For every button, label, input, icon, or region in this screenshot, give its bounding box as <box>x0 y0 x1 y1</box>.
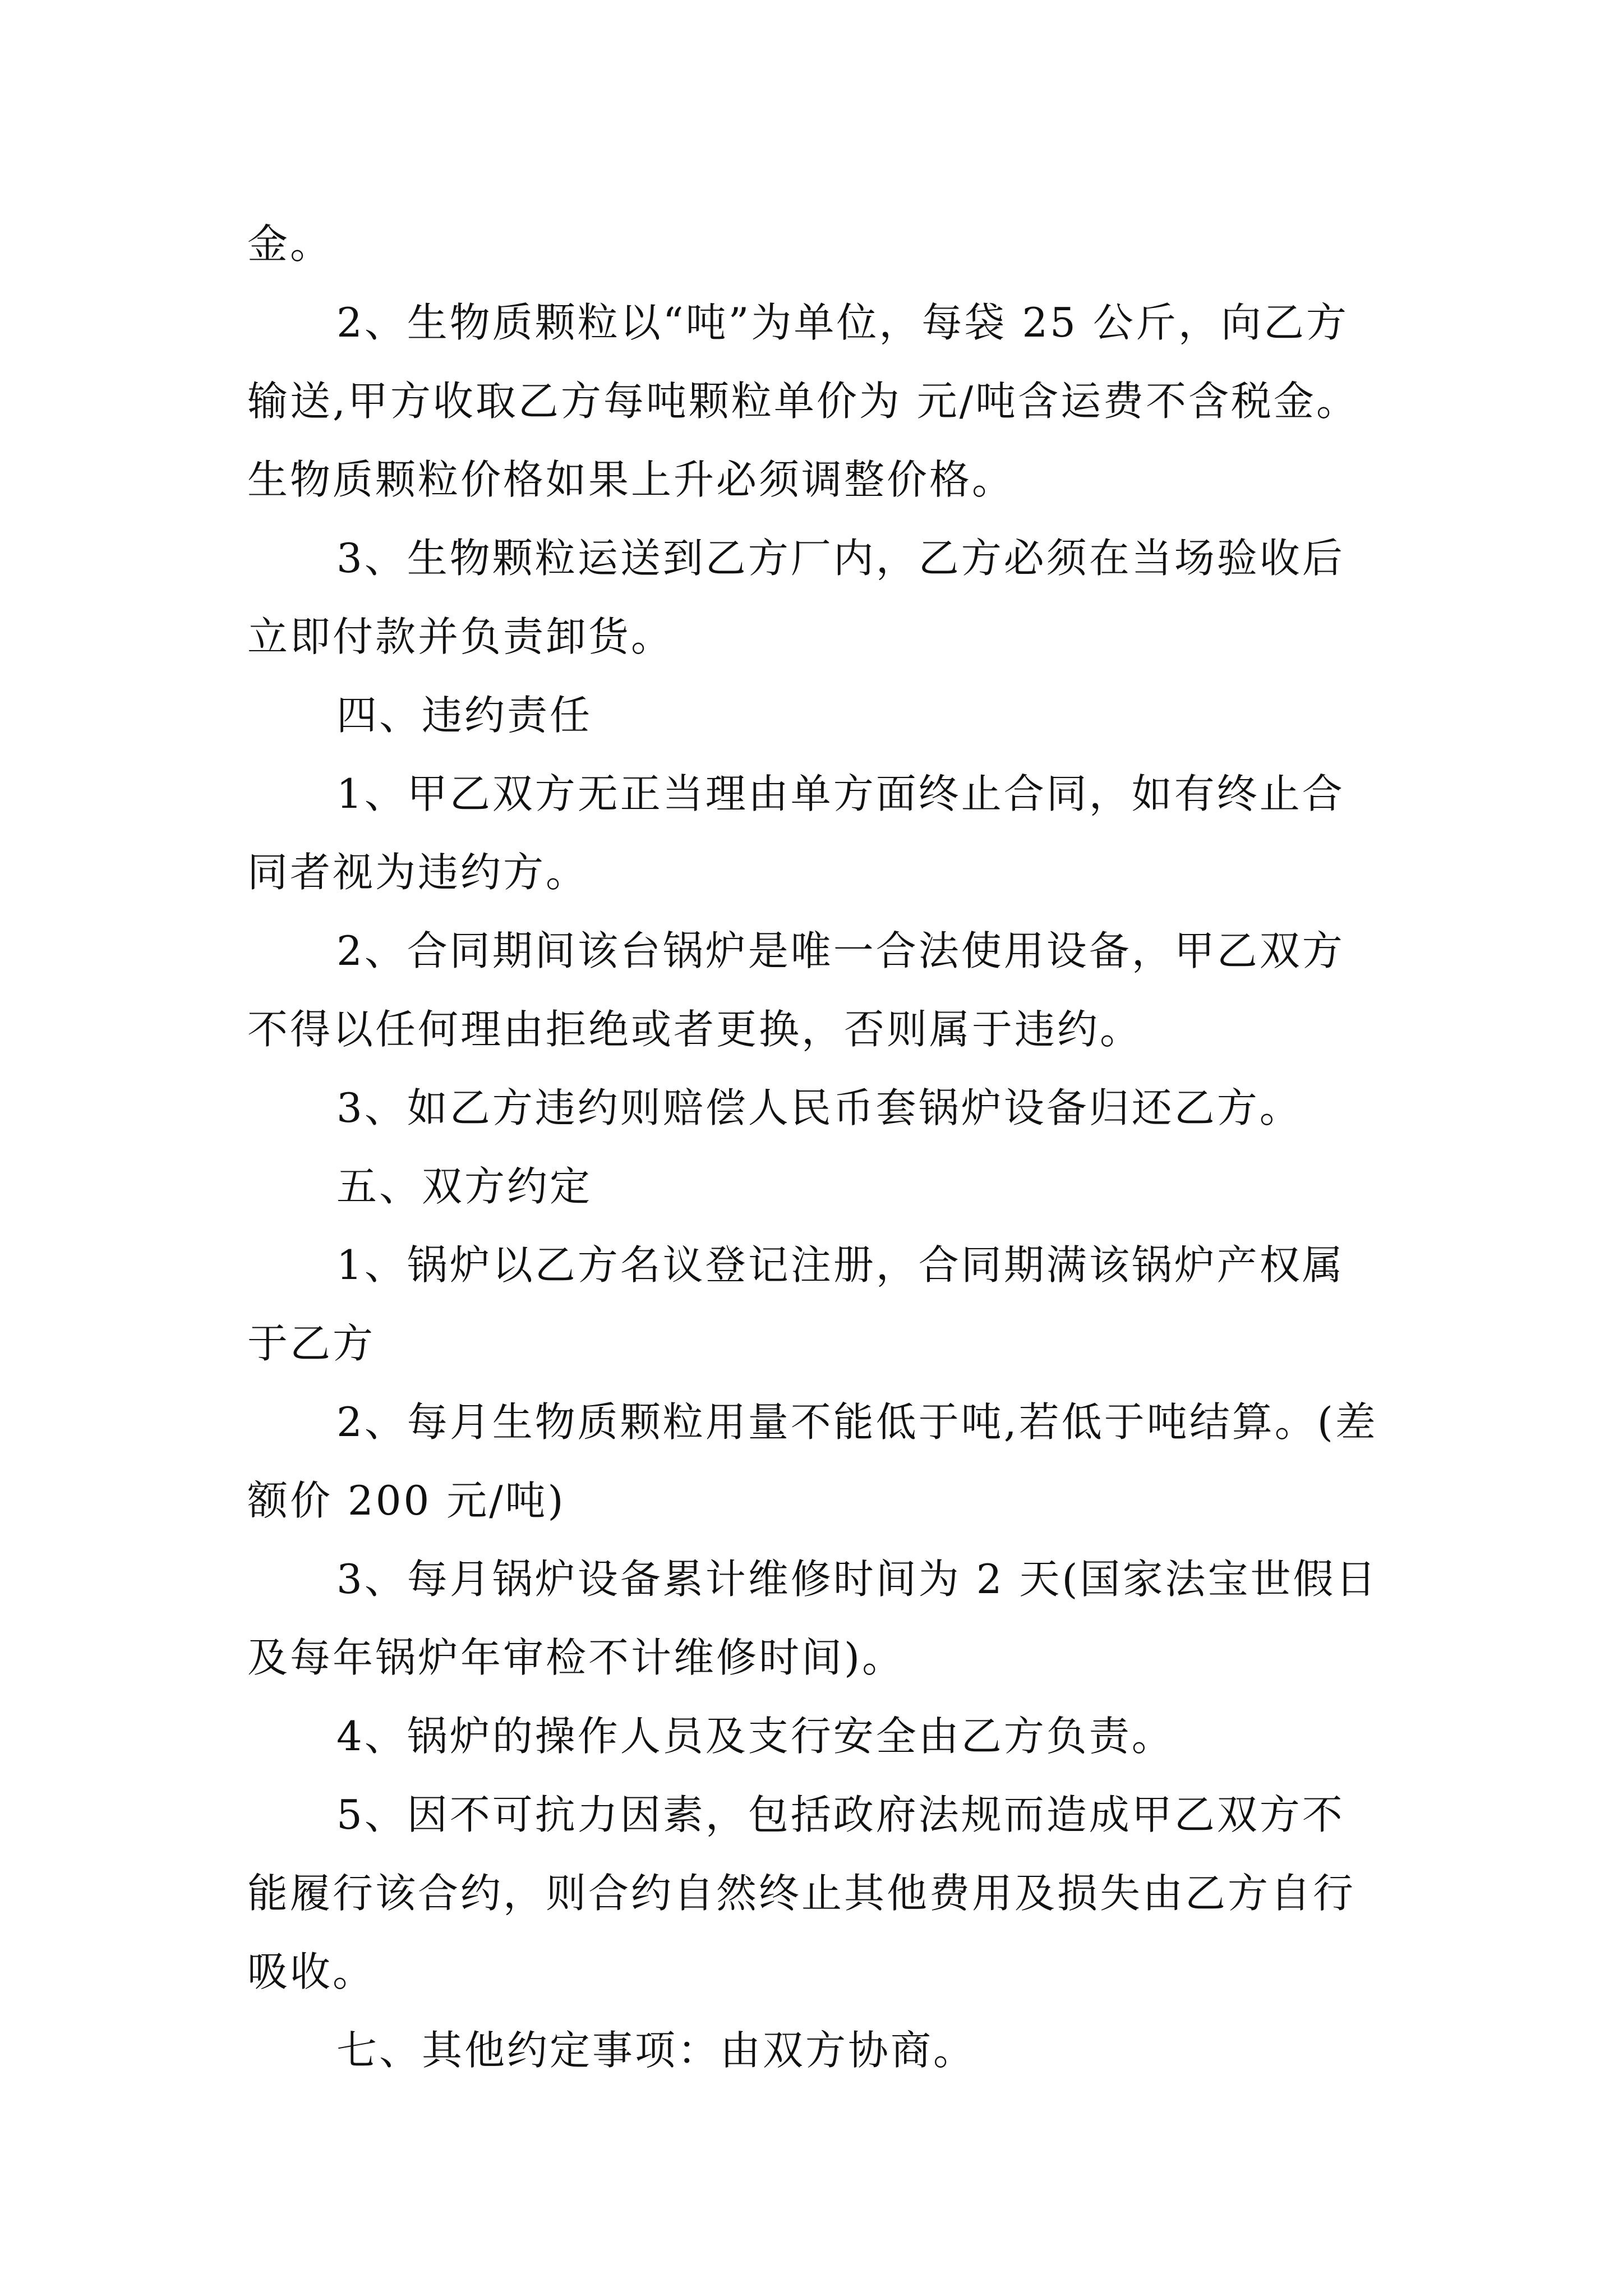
text-line: 金。 <box>247 220 333 268</box>
text-line: 能履行该合约，则合约自然终止其他费用及损失由乙方自行 <box>247 1870 1356 1917</box>
text-line: 2、每月生物质颗粒用量不能低于吨,若低于吨结算。(差 <box>336 1398 1378 1446</box>
section-heading: 四、违约责任 <box>336 692 593 739</box>
text-line: 2、合同期间该台锅炉是唯一合法使用设备，甲乙双方 <box>336 927 1345 974</box>
text-line: 及每年锅炉年审检不计维修时间)。 <box>247 1634 905 1681</box>
text-line: 2、生物质颗粒以“吨”为单位，每袋 25 公斤，向乙方 <box>336 299 1349 346</box>
text-line: 立即付款并负责卸货。 <box>247 613 674 660</box>
text-line: 吸收。 <box>247 1948 376 1995</box>
section-heading: 五、双方约定 <box>336 1163 593 1210</box>
section-heading: 七、其他约定事项：由双方协商。 <box>336 2027 976 2074</box>
text-line: 输送,甲方收取乙方每吨颗粒单价为 元/吨含运费不含税金。 <box>247 378 1359 425</box>
text-line: 生物质颗粒价格如果上升必须调整价格。 <box>247 456 1015 503</box>
text-line: 3、每月锅炉设备累计维修时间为 2 天(国家法宝世假日 <box>336 1556 1378 1603</box>
text-line: 于乙方 <box>247 1320 376 1367</box>
text-line: 3、如乙方违约则赔偿人民币套锅炉设备归还乙方。 <box>336 1084 1302 1131</box>
text-line: 3、生物颗粒运送到乙方厂内，乙方必须在当场验收后 <box>336 535 1345 582</box>
text-line: 4、锅炉的操作人员及支行安全由乙方负责。 <box>336 1713 1174 1760</box>
text-line: 不得以任何理由拒绝或者更换，否则属于违约。 <box>247 1006 1143 1053</box>
text-line: 5、因不可抗力因素，包括政府法规而造成甲乙双方不 <box>336 1791 1345 1838</box>
text-line: 同者视为违约方。 <box>247 849 589 896</box>
text-line: 1、甲乙双方无正当理由单方面终止合同，如有终止合 <box>336 770 1345 817</box>
text-line: 1、锅炉以乙方名议登记注册，合同期满该锅炉产权属 <box>336 1241 1345 1289</box>
text-line: 额价 200 元/吨) <box>247 1477 566 1524</box>
